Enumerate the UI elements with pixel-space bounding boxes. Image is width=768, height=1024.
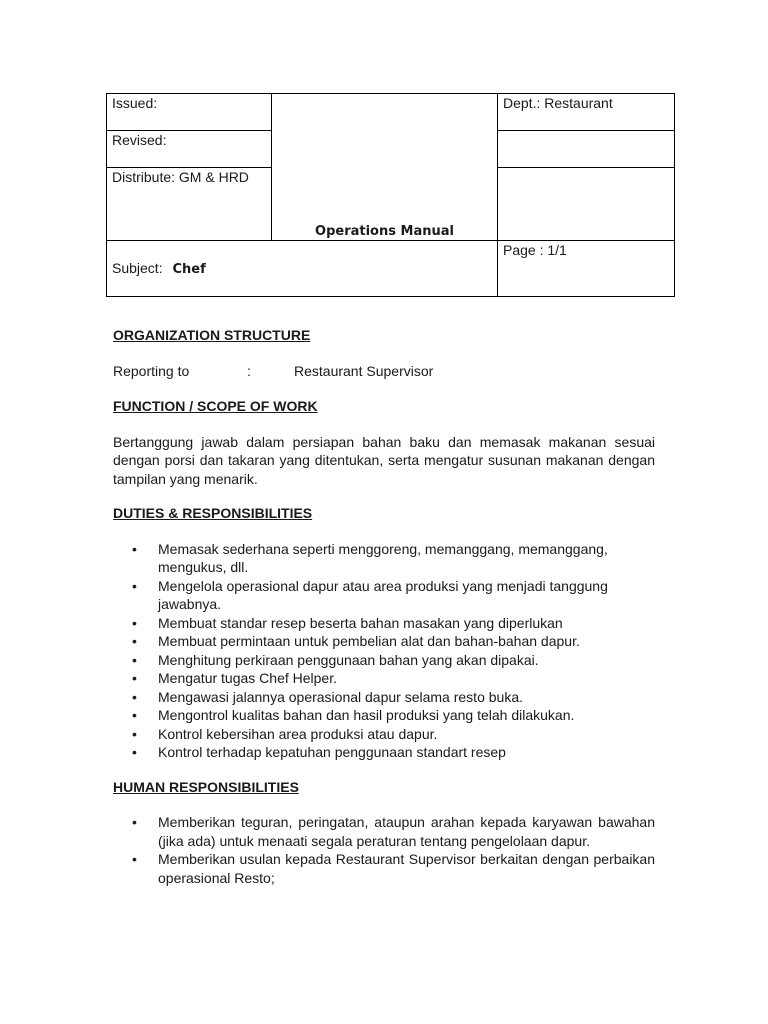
bullet-icon: • xyxy=(132,814,137,830)
function-heading: FUNCTION / SCOPE OF WORK xyxy=(113,398,318,414)
list-item: • Mengontrol kualitas bahan dan hasil produksi yang telah dilakukan. xyxy=(132,707,575,723)
bullet-icon: • xyxy=(132,670,137,686)
list-item: • Membuat permintaan untuk pembelian alat dan bahan-bahan dapur. xyxy=(132,633,580,649)
document-header-table xyxy=(106,93,675,297)
function-paragraph: Bertanggung jawab dalam persiapan bahan baku dan memasak makanan sesuai dengan porsi dan takaran yang ditentukan, serta mengatur susunan makanan dengan tampilan yang menarik. xyxy=(113,433,655,487)
document-title: Operations Manual xyxy=(272,94,498,241)
bullet-icon: • xyxy=(132,744,137,760)
list-item: • Mengatur tugas Chef Helper. xyxy=(132,670,337,686)
issued-cell: Issued: xyxy=(107,94,272,131)
bullet-icon: • xyxy=(132,633,137,649)
subject-cell xyxy=(107,241,498,297)
human-list xyxy=(113,813,655,887)
duties-list xyxy=(113,540,655,762)
bullet-icon: • xyxy=(132,577,137,594)
reporting-row xyxy=(113,362,655,381)
revised-cell: Revised: xyxy=(107,131,272,168)
list-item: • Menghitung perkiraan penggunaan bahan yang akan dipakai. xyxy=(132,651,539,668)
list-item: • Mengawasi jalannya operasional dapur selama resto buka. xyxy=(132,688,523,705)
org-structure-heading: ORGANIZATION STRUCTURE xyxy=(113,327,311,343)
list-item: • Kontrol terhadap kepatuhan penggunaan standart resep xyxy=(132,744,506,760)
bullet-icon: • xyxy=(132,725,137,742)
duties-heading: DUTIES & RESPONSIBILITIES xyxy=(113,505,313,521)
bullet-icon: • xyxy=(132,540,137,557)
list-item: • Memberikan usulan kepada Restaurant Supervisor berkaitan dengan perbaikan operasional Resto; xyxy=(132,851,655,886)
page-cell: Page : 1/1 xyxy=(498,241,675,297)
list-item: • Memasak sederhana seperti menggoreng, memanggang, memanggang, mengukus, dll. xyxy=(132,540,608,575)
document-body xyxy=(113,326,655,887)
bullet-icon: • xyxy=(132,707,137,723)
list-item: • Kontrol kebersihan area produksi atau dapur. xyxy=(132,725,438,742)
subject-value: Chef xyxy=(172,261,206,277)
list-item: • Membuat standar resep beserta bahan masakan yang diperlukan xyxy=(132,614,563,631)
reporting-label: Reporting to xyxy=(113,362,190,379)
list-item: • Memberikan teguran, peringatan, ataupun arahan kepada karyawan bawahan (jika ada) untuk menaati segala peraturan tentang pengelolaan dapur. xyxy=(132,814,655,849)
human-heading: HUMAN RESPONSIBILITIES xyxy=(113,778,299,795)
bullet-icon: • xyxy=(132,688,137,705)
distribute-cell: Distribute: GM & HRD xyxy=(107,168,272,241)
empty-cell-right-2 xyxy=(498,131,675,168)
empty-cell-right-3 xyxy=(498,168,675,241)
bullet-icon: • xyxy=(132,851,137,867)
subject-label: Subject: xyxy=(112,259,163,276)
reporting-colon: : xyxy=(247,362,251,379)
reporting-value: Restaurant Supervisor xyxy=(294,362,434,379)
bullet-icon: • xyxy=(132,614,137,631)
bullet-icon: • xyxy=(132,651,137,668)
dept-cell: Dept.: Restaurant xyxy=(498,94,675,131)
list-item: • Mengelola operasional dapur atau area produksi yang menjadi tanggung jawabnya. xyxy=(132,577,608,612)
